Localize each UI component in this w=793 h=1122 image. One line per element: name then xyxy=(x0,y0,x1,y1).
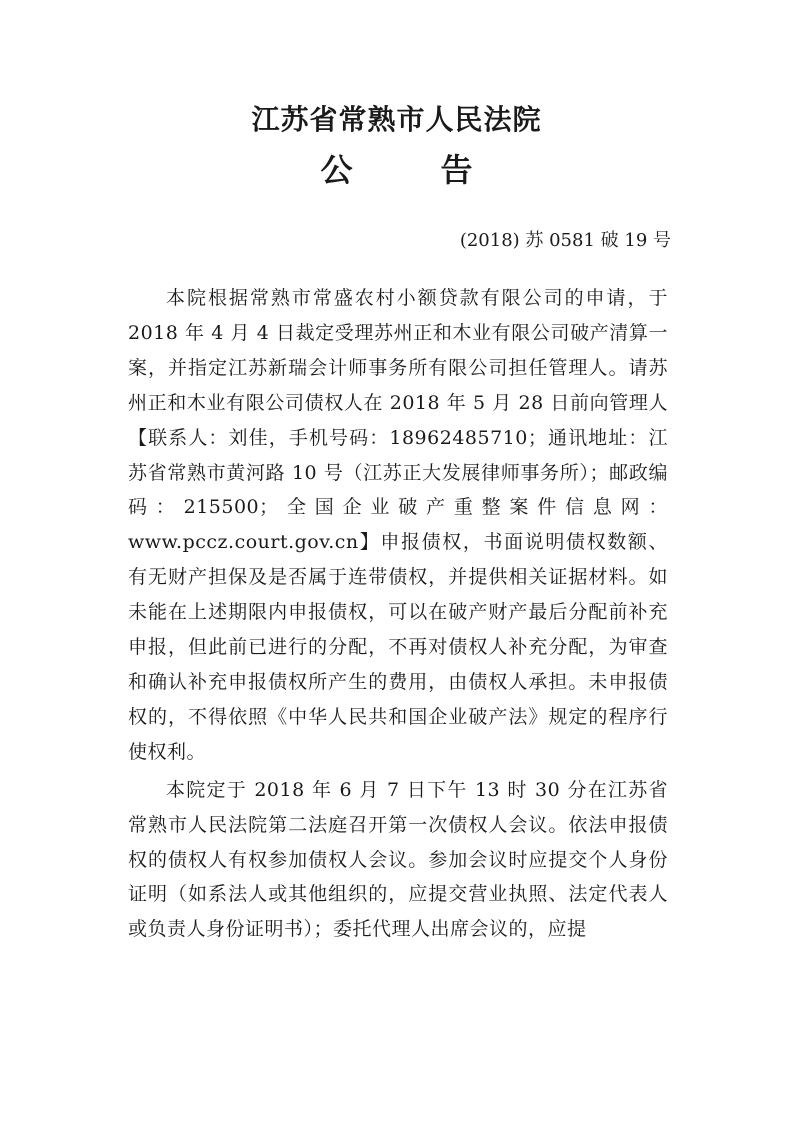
document-title xyxy=(0,148,793,192)
case-number: (2018) 苏 0581 破 19 号 xyxy=(459,230,671,251)
title-char-1: 公 xyxy=(320,151,353,189)
announcement-body xyxy=(128,281,668,950)
paragraph-claims-declaration: 本院根据常熟市常盛农村小额贷款有限公司的申请，于 2018 年 4 月 4 日裁定受理苏州正和木业有限公司破产清算一案，并指定江苏新瑞会计师事务所有限公司担任管理人。请苏州正和木业有限公司债权人在 2018 年 5 月 28 日前向管理人【联系人：刘佳，手机号码：18962485710；通讯地址：江苏省常熟市黄河路 10 号（江苏正大发展律师事务所）；邮政编码：215500；全国企业破产重整案件信息网：www.pccz.court.gov.cn】申报债权，书面说明债权数额、有无财产担保及是否属于连带债权，并提供相关证据材料。如未能在上述期限内申报债权，可以在破产财产最后分配前补充申报，但此前已进行的分配，不再对债权人补充分配，为审查和确认补充申报债权所产生的费用，由债权人承担。未申报债权的，不得依照《中华人民共和国企业破产法》规定的程序行使权利。 xyxy=(128,287,668,763)
court-name: 江苏省常熟市人民法院 xyxy=(251,103,542,136)
paragraph-creditors-meeting: 本院定于 2018 年 6 月 7 日下午 13 时 30 分在江苏省常熟市人民法院第二法庭召开第一次债权人会议。依法申报债权的债权人有权参加债权人会议。参加会议时应提交个人身份证明（如系法人或其他组织的，应提交营业执照、法定代表人或负责人身份证明书）；委托代理人出席会议的，应提 xyxy=(128,778,668,941)
title-char-2: 告 xyxy=(440,151,473,189)
